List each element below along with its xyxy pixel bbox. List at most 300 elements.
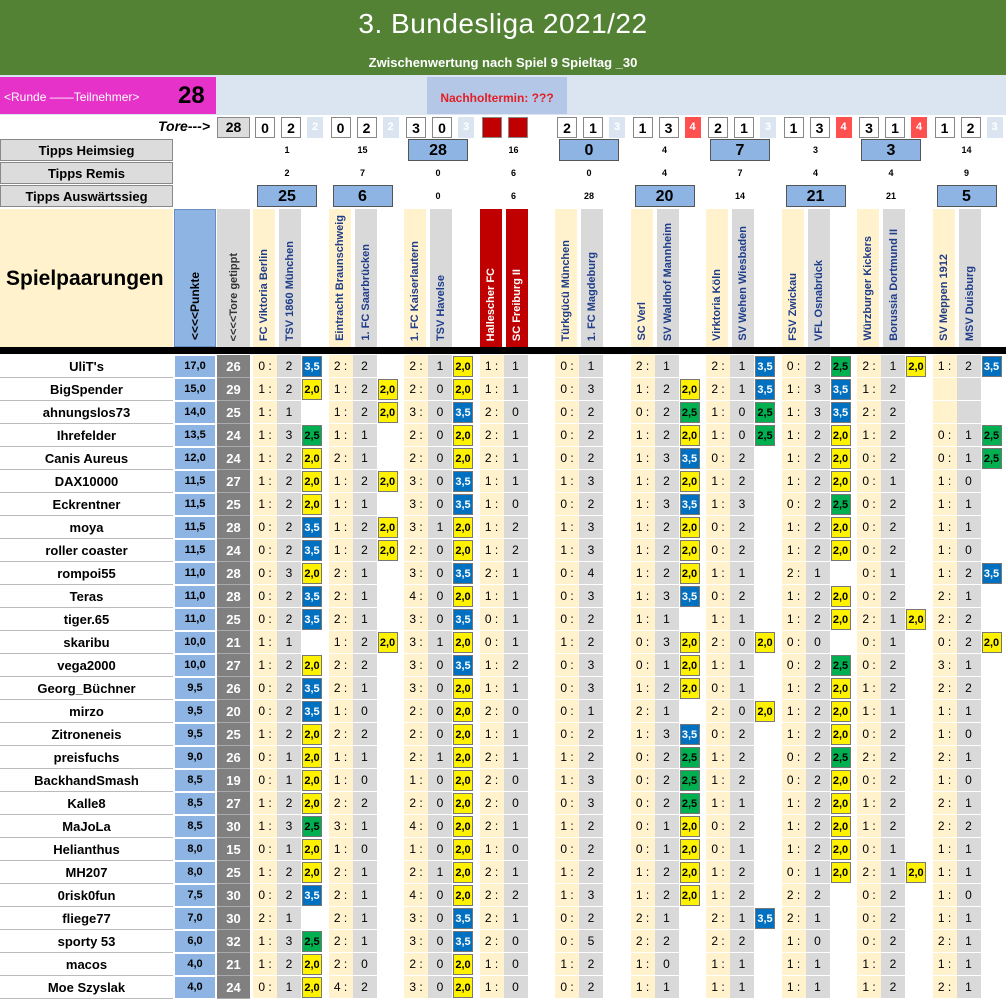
tip-points [529, 586, 549, 607]
tip-away: 2 [806, 608, 830, 631]
tip-away: 2 [881, 815, 905, 838]
tip-away: 1 [957, 953, 981, 976]
tip-home: 0 : [782, 654, 806, 677]
tip-home: 0 : [857, 654, 881, 677]
tip-points: 3,5 [680, 724, 700, 745]
tip-count-auswaerts: 21 [861, 185, 921, 207]
team-home-header [253, 209, 275, 347]
tip-home [933, 401, 957, 424]
tip-away: 0 [428, 930, 452, 953]
tip-home: 0 : [857, 539, 881, 562]
tip-points [604, 540, 624, 561]
tip-away: 1 [353, 930, 377, 953]
team-away-name: 1. FC Saarbrücken [359, 244, 372, 341]
tip-home: 3 : [404, 976, 428, 999]
tip-away: 2 [277, 654, 301, 677]
tip-home: 1 : [933, 355, 957, 378]
tip-away: 2 [957, 562, 981, 585]
tip-away: 2 [579, 861, 603, 884]
tip-away: 3 [579, 884, 603, 907]
tip-away: 1 [655, 608, 679, 631]
tip-away: 1 [504, 585, 528, 608]
tip-points [755, 448, 775, 469]
match-score-away: 1 [734, 117, 754, 138]
tip-home: 2 : [253, 907, 277, 930]
tip-away: 0 [957, 723, 981, 746]
tip-home: 3 : [404, 562, 428, 585]
tip-away: 3 [655, 493, 679, 516]
tip-home: 2 : [706, 378, 730, 401]
tip-away: 2 [881, 769, 905, 792]
tip-home: 2 : [857, 861, 881, 884]
tip-away: 0 [428, 401, 452, 424]
tip-points: 3,5 [680, 448, 700, 469]
tip-points: 2,0 [680, 632, 700, 653]
tip-home: 1 : [631, 585, 655, 608]
team-away-name: SC Freiburg II [510, 268, 523, 341]
tip-away: 1 [730, 953, 754, 976]
tip-points [378, 816, 398, 837]
tip-points [906, 402, 926, 423]
tip-home: 0 : [555, 930, 579, 953]
tip-count-auswaerts: 25 [257, 185, 317, 207]
team-home-header [782, 209, 804, 347]
tip-home: 2 : [329, 792, 353, 815]
team-away-name: SV Wehen Wiesbaden [737, 226, 749, 341]
tip-away: 1 [353, 608, 377, 631]
tip-points: 2,5 [302, 931, 322, 952]
tip-away: 2 [353, 516, 377, 539]
tip-home: 1 : [329, 470, 353, 493]
tip-home: 2 : [329, 677, 353, 700]
tip-away: 0 [428, 539, 452, 562]
tip-home: 1 : [555, 539, 579, 562]
tip-points: 2,5 [680, 770, 700, 791]
tip-away: 1 [957, 424, 981, 447]
tip-away: 2 [881, 930, 905, 953]
match-score-away: 0 [432, 117, 452, 138]
tip-away: 2 [730, 930, 754, 953]
player-points: 15,0 [174, 378, 216, 401]
tip-home: 1 : [933, 493, 957, 516]
tip-home: 2 : [480, 424, 504, 447]
tip-points [604, 770, 624, 791]
tip-home: 0 : [706, 447, 730, 470]
tip-away: 3 [655, 723, 679, 746]
tip-home: 1 : [933, 769, 957, 792]
tip-away: 1 [277, 769, 301, 792]
team-home-header [631, 209, 653, 347]
tip-home: 1 : [782, 516, 806, 539]
tore-label: Tore---> [158, 118, 210, 134]
player-points: 10,0 [174, 631, 216, 654]
player-name: Eckrentner [0, 493, 173, 516]
tip-points [529, 724, 549, 745]
tip-away: 2 [957, 815, 981, 838]
tip-away: 1 [881, 631, 905, 654]
tip-home: 1 : [782, 470, 806, 493]
tip-home: 1 : [480, 378, 504, 401]
tip-away: 2 [655, 677, 679, 700]
tip-home: 1 : [631, 953, 655, 976]
tip-away: 1 [353, 424, 377, 447]
tip-home: 0 : [253, 838, 277, 861]
tip-home: 2 : [329, 447, 353, 470]
tip-points [378, 747, 398, 768]
tip-away: 2 [806, 677, 830, 700]
tip-points [302, 402, 322, 423]
tip-home: 1 : [782, 378, 806, 401]
tip-count-heimsieg: 0 [559, 139, 619, 161]
tip-away: 1 [504, 608, 528, 631]
tip-points [831, 632, 851, 653]
tip-away: 0 [428, 447, 452, 470]
tip-points: 2,5 [680, 402, 700, 423]
tip-points [755, 586, 775, 607]
tip-points: 2,0 [680, 425, 700, 446]
tip-points: 2,5 [982, 448, 1002, 469]
tip-points [378, 425, 398, 446]
tip-points: 2,0 [453, 448, 473, 469]
player-goals-tipped: 24 [217, 976, 250, 999]
tip-points [529, 655, 549, 676]
tip-home: 1 : [253, 654, 277, 677]
tip-away: 2 [655, 930, 679, 953]
tip-away: 2 [655, 424, 679, 447]
match-goal-indicator: 4 [836, 117, 852, 138]
tip-home: 1 : [631, 562, 655, 585]
tip-away: 2 [504, 654, 528, 677]
tip-points [906, 379, 926, 400]
player-points: 7,0 [174, 907, 216, 930]
tip-away: 3 [277, 930, 301, 953]
tip-points: 2,0 [982, 632, 1002, 653]
tip-points: 2,0 [831, 471, 851, 492]
player-name: Ihrefelder [0, 424, 173, 447]
tip-points [378, 977, 398, 998]
tip-home: 1 : [329, 700, 353, 723]
tip-away: 2 [655, 884, 679, 907]
tip-home: 1 : [253, 631, 277, 654]
tip-home: 0 : [555, 585, 579, 608]
tip-points [906, 954, 926, 975]
player-goals-tipped: 21 [217, 631, 250, 654]
tip-points [982, 793, 1002, 814]
tip-away: 3 [579, 677, 603, 700]
tip-home: 2 : [933, 930, 957, 953]
player-points: 14,0 [174, 401, 216, 424]
tip-away: 1 [504, 470, 528, 493]
tip-home: 1 : [555, 470, 579, 493]
team-home-name: SV Meppen 1912 [937, 254, 950, 341]
tip-home: 1 : [555, 861, 579, 884]
tip-home: 2 : [631, 700, 655, 723]
tip-away: 2 [579, 976, 603, 999]
tip-home: 2 : [329, 861, 353, 884]
tip-points: 3,5 [453, 655, 473, 676]
tip-away: 3 [806, 378, 830, 401]
tip-away: 1 [428, 355, 452, 378]
tip-away: 2 [277, 861, 301, 884]
tip-away: 1 [957, 654, 981, 677]
player-points: 9,5 [174, 700, 216, 723]
match-score-away: 1 [885, 117, 905, 138]
tip-away: 0 [428, 424, 452, 447]
tip-points: 2,0 [680, 379, 700, 400]
player-goals-tipped: 19 [217, 769, 250, 792]
tip-home: 1 : [329, 424, 353, 447]
tip-away: 2 [655, 861, 679, 884]
tip-points: 2,0 [378, 379, 398, 400]
tip-home: 1 : [706, 493, 730, 516]
tip-away: 0 [504, 493, 528, 516]
player-goals-tipped: 27 [217, 470, 250, 493]
tip-home: 2 : [480, 401, 504, 424]
tip-points: 3,5 [302, 356, 322, 377]
tip-points [982, 655, 1002, 676]
tip-home: 0 : [857, 907, 881, 930]
tip-away: 2 [806, 493, 830, 516]
tip-home: 2 : [706, 907, 730, 930]
tip-away: 1 [730, 792, 754, 815]
tip-points: 2,0 [831, 862, 851, 883]
player-goals-tipped: 26 [217, 355, 250, 378]
tip-points: 2,0 [453, 517, 473, 538]
tip-away: 2 [504, 539, 528, 562]
tip-away: 1 [730, 654, 754, 677]
tip-away: 1 [655, 907, 679, 930]
tip-away: 2 [579, 838, 603, 861]
tip-away: 1 [277, 838, 301, 861]
tip-points [831, 563, 851, 584]
tip-points: 2,0 [831, 816, 851, 837]
tip-home: 1 : [555, 953, 579, 976]
tip-away: 0 [428, 562, 452, 585]
tip-points [604, 448, 624, 469]
tip-points [906, 885, 926, 906]
tip-away: 1 [957, 907, 981, 930]
player-name: Zitroneneis [0, 723, 173, 746]
tip-away: 2 [881, 447, 905, 470]
tip-away: 2 [579, 447, 603, 470]
team-away-header [883, 209, 905, 347]
tip-away: 0 [428, 470, 452, 493]
tip-away: 2 [655, 470, 679, 493]
tip-away: 2 [353, 792, 377, 815]
tip-points [982, 885, 1002, 906]
tip-away: 1 [353, 815, 377, 838]
tip-home: 1 : [253, 378, 277, 401]
tip-home: 2 : [933, 585, 957, 608]
tip-points [378, 885, 398, 906]
tip-away: 1 [957, 746, 981, 769]
tip-away: 0 [504, 401, 528, 424]
tip-points [755, 517, 775, 538]
tip-home: 1 : [933, 838, 957, 861]
tip-home: 1 : [253, 953, 277, 976]
tip-points [906, 793, 926, 814]
tip-home: 0 : [782, 493, 806, 516]
tip-home: 0 : [555, 700, 579, 723]
tip-points [529, 954, 549, 975]
tip-count-remis: 7 [710, 162, 770, 184]
tip-away: 0 [957, 884, 981, 907]
match-goal-indicator: 3 [760, 117, 776, 138]
team-away-name: MSV Duisburg [963, 265, 976, 341]
player-goals-tipped: 30 [217, 884, 250, 907]
tip-home: 1 : [555, 884, 579, 907]
tip-home: 1 : [253, 470, 277, 493]
tip-home: 2 : [329, 953, 353, 976]
tip-home: 1 : [706, 654, 730, 677]
tip-home: 0 : [782, 355, 806, 378]
tip-points [755, 609, 775, 630]
tip-home: 1 : [480, 585, 504, 608]
tip-away: 3 [806, 401, 830, 424]
tip-home: 1 : [631, 884, 655, 907]
tip-home: 0 : [253, 516, 277, 539]
tip-away: 1 [806, 861, 830, 884]
tip-points: 3,5 [453, 609, 473, 630]
tip-away: 0 [428, 700, 452, 723]
tip-count-remis: 4 [635, 162, 695, 184]
player-name: 0risk0fun [0, 884, 173, 907]
tip-away [957, 378, 981, 401]
nachholtermin-text: Nachholtermin: ??? [440, 91, 554, 105]
tip-points: 2,0 [453, 862, 473, 883]
tip-away: 2 [806, 815, 830, 838]
tip-points [831, 931, 851, 952]
tip-away: 1 [277, 976, 301, 999]
tip-count-remis: 9 [937, 162, 997, 184]
tip-away: 2 [730, 723, 754, 746]
tip-points: 2,0 [831, 678, 851, 699]
tip-home: 0 : [253, 700, 277, 723]
player-goals-tipped: 27 [217, 792, 250, 815]
tip-points: 2,0 [680, 517, 700, 538]
match-score-home: 0 [255, 117, 275, 138]
tip-away: 3 [579, 516, 603, 539]
tip-away: 2 [957, 631, 981, 654]
tip-points [378, 655, 398, 676]
tip-home: 0 : [631, 401, 655, 424]
tip-points: 2,0 [906, 356, 926, 377]
player-points: 8,5 [174, 769, 216, 792]
tip-home: 1 : [857, 953, 881, 976]
tip-home: 3 : [404, 401, 428, 424]
tip-away: 1 [504, 677, 528, 700]
tip-home: 1 : [857, 792, 881, 815]
team-away-header [355, 209, 377, 347]
tip-home: 3 : [404, 907, 428, 930]
player-points: 10,0 [174, 654, 216, 677]
tip-away: 2 [655, 401, 679, 424]
tip-points [982, 816, 1002, 837]
tip-points [906, 701, 926, 722]
tip-home: 2 : [933, 976, 957, 999]
tip-away: 2 [806, 838, 830, 861]
tip-home: 1 : [480, 953, 504, 976]
player-name: roller coaster [0, 539, 173, 562]
tip-home: 2 : [631, 930, 655, 953]
tip-points: 2,0 [680, 816, 700, 837]
tip-home: 0 : [480, 608, 504, 631]
tip-home: 0 : [857, 930, 881, 953]
player-name: Georg_Büchner [0, 677, 173, 700]
tip-away: 1 [353, 447, 377, 470]
tip-home: 1 : [782, 677, 806, 700]
tip-away: 1 [957, 516, 981, 539]
tip-home: 0 : [631, 769, 655, 792]
tip-home: 2 : [706, 631, 730, 654]
tip-home: 2 : [404, 355, 428, 378]
tip-home: 0 : [480, 631, 504, 654]
tip-points: 3,5 [302, 586, 322, 607]
tip-away: 2 [881, 746, 905, 769]
tip-home: 4 : [404, 884, 428, 907]
tip-away: 0 [504, 792, 528, 815]
tip-points: 2,0 [378, 632, 398, 653]
tip-count-heimsieg: 3 [786, 139, 846, 161]
team-away-name: TSV 1860 München [284, 240, 296, 341]
match-goal-indicator: 0 [534, 117, 550, 138]
tip-count-heimsieg: 16 [484, 139, 544, 161]
tip-points: 2,0 [453, 977, 473, 998]
tip-home: 2 : [404, 539, 428, 562]
tip-away: 1 [881, 608, 905, 631]
tip-points [906, 678, 926, 699]
team-away-header [506, 209, 528, 347]
tip-home: 1 : [782, 723, 806, 746]
tip-home: 0 : [631, 631, 655, 654]
tip-away: 1 [730, 608, 754, 631]
tip-home: 2 : [329, 562, 353, 585]
tip-points [680, 701, 700, 722]
tip-count-heimsieg: 7 [710, 139, 770, 161]
tip-points [604, 724, 624, 745]
player-points: 11,5 [174, 539, 216, 562]
tip-points: 2,0 [378, 517, 398, 538]
tip-points: 2,0 [302, 563, 322, 584]
tip-points: 2,0 [302, 379, 322, 400]
tip-away: 1 [730, 677, 754, 700]
tip-points: 3,5 [302, 609, 322, 630]
tip-points [982, 517, 1002, 538]
tip-away: 3 [730, 493, 754, 516]
tip-count-remis: 7 [333, 162, 393, 184]
tip-away: 2 [277, 516, 301, 539]
tip-points [982, 747, 1002, 768]
tip-points [906, 839, 926, 860]
team-away-header [581, 209, 603, 347]
tip-home: 0 : [555, 608, 579, 631]
player-goals-tipped: 27 [217, 654, 250, 677]
tip-away: 1 [504, 447, 528, 470]
tip-home: 1 : [555, 815, 579, 838]
player-name: Teras [0, 585, 173, 608]
tip-points: 2,0 [302, 862, 322, 883]
tip-points [604, 977, 624, 998]
player-points: 11,5 [174, 516, 216, 539]
team-away-header [959, 209, 981, 347]
tip-points: 2,0 [302, 471, 322, 492]
tip-points [755, 655, 775, 676]
tip-points [378, 931, 398, 952]
team-away-name: SV Waldhof Mannheim [661, 222, 674, 341]
tip-points [906, 977, 926, 998]
tip-points: 2,0 [680, 540, 700, 561]
tip-away: 0 [428, 378, 452, 401]
